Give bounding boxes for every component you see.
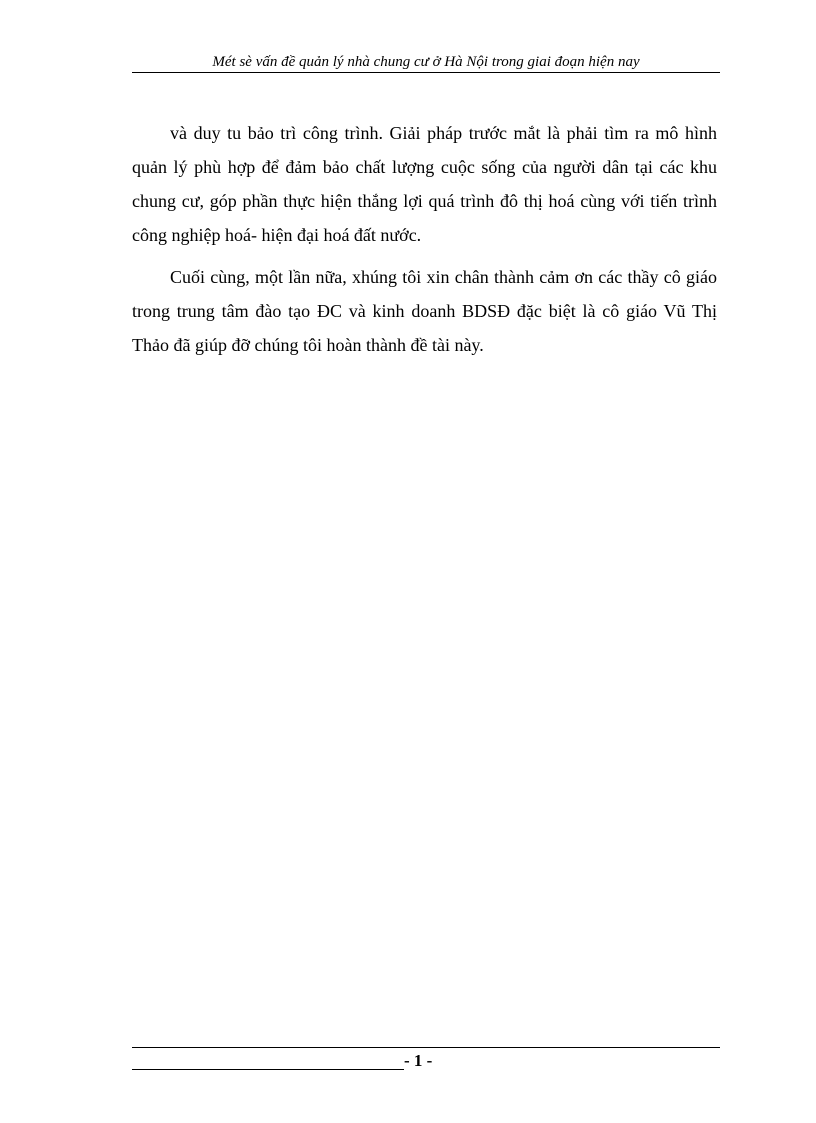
paragraph-2: Cuối cùng, một lần nữa, xhúng tôi xin chân thành cảm ơn các thầy cô giáo trong trung tâm đào tạo ĐC và kinh doanh BDSĐ đặc biệt là cô giáo Vũ Thị Thảo đã giúp đỡ chúng tôi hoàn thành đề tài này.: [132, 267, 717, 355]
footer-underline: [132, 1069, 404, 1070]
footer: [132, 1050, 432, 1072]
body-text: [132, 116, 717, 370]
footer-rule: [132, 1047, 720, 1048]
running-header-title: Mét sè vấn đề quản lý nhà chung cư ở Hà Nội trong giai đoạn hiện nay: [212, 54, 640, 70]
paragraph-1: và duy tu bảo trì công trình. Giải pháp trước mắt là phải tìm ra mô hình quản lý phù hợp để đảm bảo chất lượng cuộc sống của người dân tại các khu chung cư, góp phần thực hiện thắng lợi quá trình đô thị hoá cùng với tiến trình công nghiệp hoá- hiện đại hoá đất nước.: [132, 123, 717, 245]
header-rule: [132, 72, 720, 73]
page-number: - 1 -: [404, 1051, 433, 1070]
